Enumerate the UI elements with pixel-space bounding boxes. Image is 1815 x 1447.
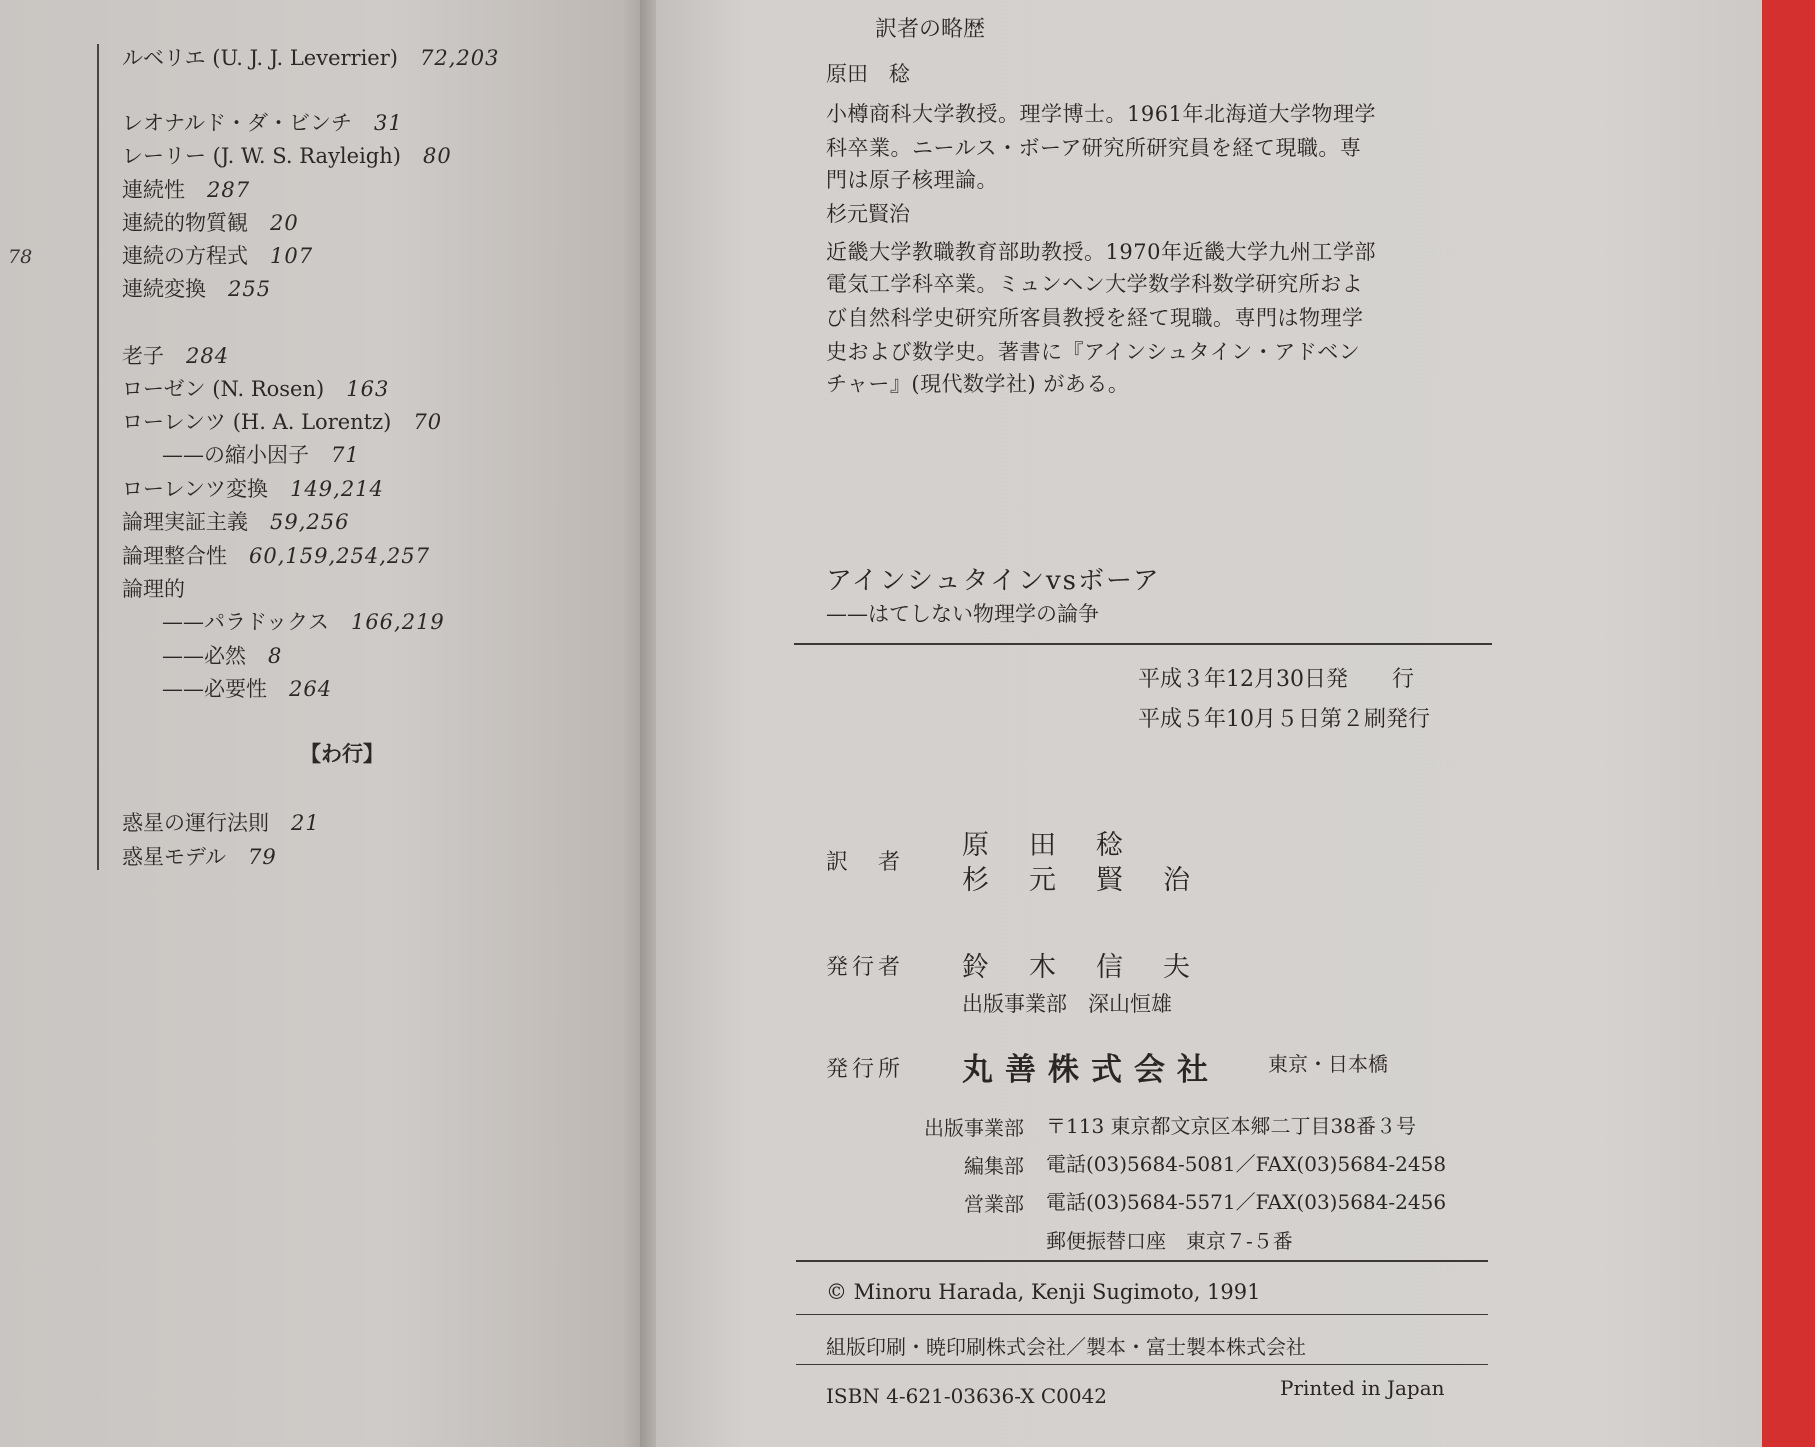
index-term: ——の縮小因子 (162, 443, 309, 467)
title-rule (794, 643, 1492, 645)
index-pages: 163 (346, 377, 390, 401)
index-term: レーリー (J. W. S. Rayleigh) (122, 144, 401, 168)
index-term: ルベリエ (U. J. J. Leverrier) (122, 46, 398, 70)
index-entry (122, 240, 313, 270)
index-entry (122, 807, 320, 837)
colophon-rule (796, 1364, 1488, 1365)
publisher-label: 発行所 (826, 1057, 905, 1082)
index-term: 連続変換 (122, 277, 206, 301)
index-entry (122, 506, 349, 536)
index-entry (122, 373, 389, 403)
red-background-edge (1762, 0, 1815, 1447)
index-pages: 80 (422, 144, 452, 168)
index-entry (162, 673, 332, 703)
index-pages: 149,214 (290, 477, 384, 501)
index-term: 惑星の運行法則 (122, 811, 269, 835)
index-vertical-rule (97, 44, 99, 870)
printed-in: Printed in Japan (1280, 1376, 1445, 1400)
index-term: ローレンツ (H. A. Lorentz) (122, 410, 392, 434)
department-value: 電話(03)5684-5571／FAX(03)5684-2456 (1046, 1190, 1447, 1214)
postal-account: 郵便振替口座 東京７-５番 (1046, 1229, 1293, 1253)
index-pages: 166,219 (350, 610, 445, 634)
index-pages: 284 (186, 344, 230, 368)
copyright-line: © Minoru Harada, Kenji Sugimoto, 1991 (826, 1280, 1261, 1304)
index-term: ——必要性 (162, 677, 267, 701)
issuer-label: 発行者 (826, 955, 905, 980)
index-entry (122, 540, 430, 570)
bio-line: 電気工学科卒業。ミュンヘン大学数学科数学研究所およ (826, 272, 1364, 296)
index-term: 連続の方程式 (122, 244, 248, 268)
translator-name: 杉元賢治 (962, 865, 1230, 896)
index-term: 論理実証主義 (122, 510, 248, 534)
index-pages: 287 (207, 178, 251, 202)
index-term: ローレンツ変換 (122, 477, 269, 501)
department-label: 営業部 (964, 1192, 1024, 1216)
publisher-location: 東京・日本橋 (1268, 1052, 1388, 1076)
bio-line: 小樽商科大学教授。理学博士。1961年北海道大学物理学 (826, 102, 1376, 126)
index-pages: 31 (373, 111, 403, 135)
index-entry (122, 340, 229, 370)
index-entry (122, 207, 299, 237)
index-term: 連続性 (122, 178, 185, 202)
index-term: 惑星モデル (122, 845, 226, 869)
index-term: 連続的物質観 (122, 211, 248, 235)
bio-line: チャー』(現代数学社) がある。 (826, 372, 1130, 396)
isbn: ISBN 4-621-03636-X C0042 (826, 1384, 1108, 1408)
index-entry (122, 42, 499, 72)
index-entry (122, 473, 384, 503)
index-entry (162, 640, 282, 670)
index-entry (122, 406, 442, 436)
index-term: 老子 (122, 344, 164, 368)
index-pages: 255 (228, 277, 272, 301)
index-pages: 107 (270, 244, 314, 268)
index-term: ——必然 (162, 644, 246, 668)
index-term: ——パラドックス (162, 610, 329, 634)
index-section-heading: 【わ行】 (300, 742, 384, 766)
index-pages: 71 (331, 443, 360, 467)
publication-date: 平成３年12月30日発 行 (1138, 667, 1414, 692)
index-entry (162, 606, 445, 636)
index-pages: 70 (413, 410, 443, 434)
department-value: 電話(03)5684-5081／FAX(03)5684-2458 (1046, 1152, 1447, 1176)
index-entry (122, 841, 277, 871)
index-pages: 8 (268, 644, 283, 668)
issuer-department: 出版事業部 深山恒雄 (962, 992, 1172, 1016)
bio-heading: 訳者の略歴 (875, 17, 986, 42)
index-entry (122, 273, 271, 303)
index-pages: 20 (270, 211, 299, 235)
index-pages: 59,256 (270, 510, 350, 534)
index-pages: 79 (247, 845, 277, 869)
book-subtitle: ——はてしない物理学の論争 (826, 602, 1099, 626)
book-title: アインシュタインvsボーア (826, 566, 1161, 596)
bio-line: び自然科学史研究所客員教授を経て現職。専門は物理学 (826, 306, 1364, 330)
index-entry (122, 140, 452, 170)
translator-bio-name: 原田 稔 (826, 62, 910, 86)
index-term: 論理的 (122, 577, 185, 601)
index-entry (122, 107, 403, 137)
translator-label: 訳 者 (826, 850, 905, 875)
translator-bio-name: 杉元賢治 (826, 202, 910, 226)
department-label: 編集部 (964, 1154, 1024, 1178)
margin-page-number: 78 (8, 246, 33, 268)
publisher-name: 丸善株式会社 (962, 1052, 1220, 1088)
publication-date: 平成５年10月５日第２刷発行 (1138, 707, 1430, 732)
department-value: 〒113 東京都文京区本郷二丁目38番３号 (1046, 1114, 1416, 1138)
index-entry (122, 573, 207, 603)
colophon-rule (796, 1314, 1488, 1315)
index-term: レオナルド・ダ・ビンチ (122, 111, 352, 135)
printer-line: 組版印刷・暁印刷株式会社／製本・富士製本株式会社 (826, 1335, 1306, 1359)
index-pages: 264 (289, 677, 333, 701)
index-term: 論理整合性 (122, 544, 227, 568)
colophon-rule (796, 1260, 1488, 1262)
department-label: 出版事業部 (924, 1116, 1024, 1140)
bio-line: 近畿大学教職教育部助教授。1970年近畿大学九州工学部 (826, 240, 1376, 264)
index-term: ローゼン (N. Rosen) (122, 377, 325, 401)
translator-name: 原田稔 (962, 830, 1163, 861)
index-pages: 72,203 (419, 46, 500, 70)
index-entry (122, 174, 250, 204)
index-entry (162, 439, 360, 469)
issuer-name: 鈴木信夫 (962, 952, 1230, 983)
index-pages: 21 (291, 811, 320, 835)
bio-line: 門は原子核理論。 (826, 168, 998, 192)
bio-line: 史および数学史。著書に『アインシュタイン・アドベン (826, 340, 1361, 364)
index-pages: 60,159,254,257 (249, 544, 430, 568)
bio-line: 科卒業。ニールス・ボーア研究所研究員を経て現職。専 (826, 136, 1362, 160)
